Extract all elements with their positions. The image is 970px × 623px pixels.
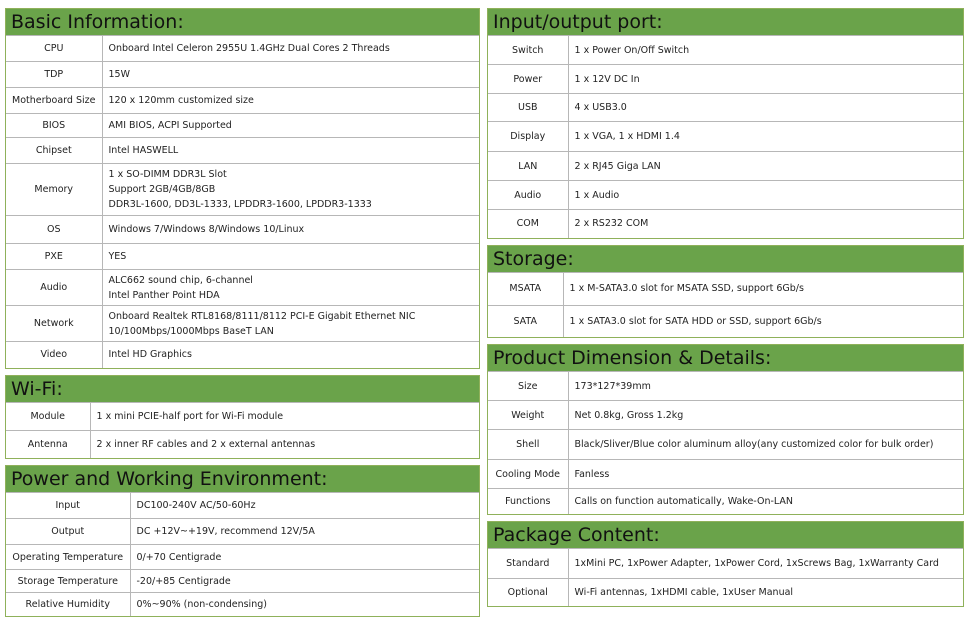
spec-row (6, 164, 479, 216)
section-power-environment (5, 465, 480, 617)
spec-value-line: 1 x Audio (574, 189, 620, 201)
spec-label: Network (6, 306, 102, 342)
spec-label: Video (6, 342, 102, 368)
section-package-content (487, 521, 964, 608)
spec-value-line: Support 2GB/4GB/8GB (108, 184, 216, 195)
section-title: Wi-Fi: (6, 376, 479, 402)
spec-label: Functions (488, 489, 568, 514)
spec-row (488, 210, 963, 238)
spec-label: Audio (488, 181, 568, 210)
spec-label: Module (6, 402, 90, 430)
spec-label: Storage Temperature (6, 570, 130, 593)
spec-label: Audio (6, 270, 102, 306)
spec-row (488, 460, 963, 489)
spec-value-line: 1 x 12V DC In (574, 73, 640, 85)
spec-label: Input (6, 493, 130, 519)
spec-value (568, 548, 963, 578)
spec-row (6, 114, 479, 138)
spec-value (102, 244, 479, 270)
spec-row (6, 88, 479, 114)
spec-value-line: Intel Panther Point HDA (108, 289, 220, 301)
spec-value-line: Onboard Intel Celeron 2955U 1.4GHz Dual Cores 2 Threads (108, 43, 390, 54)
spec-value-line: 0%~90% (non-condensing) (136, 598, 267, 610)
spec-value-line: AMI BIOS, ACPI Supported (108, 120, 232, 131)
spec-row (488, 272, 963, 305)
section-basic-information (5, 8, 480, 369)
section-title: Input/output port: (488, 9, 963, 35)
spec-label: TDP (6, 62, 102, 88)
spec-row (6, 593, 479, 616)
spec-value (130, 493, 479, 519)
spec-value-line: Windows 7/Windows 8/Windows 10/Linux (108, 224, 305, 235)
spec-table (488, 548, 963, 607)
spec-value-line: -20/+85 Centigrade (136, 575, 231, 587)
spec-value-line: 4 x USB3.0 (574, 102, 627, 113)
spec-label: Display (488, 122, 568, 152)
spec-value (102, 62, 479, 88)
spec-value (568, 430, 963, 460)
spec-label: SATA (488, 305, 563, 337)
spec-value (568, 152, 963, 181)
spec-value (568, 372, 963, 401)
spec-row (6, 430, 479, 458)
spec-value (568, 578, 963, 606)
spec-value (568, 460, 963, 489)
spec-value (102, 306, 479, 342)
spec-value (130, 519, 479, 545)
section-wifi (5, 375, 480, 460)
spec-label: Operating Temperature (6, 545, 130, 570)
spec-row (6, 306, 479, 342)
spec-value-line: Onboard Realtek RTL8168/8111/8112 PCI-E Gigabit Ethernet NIC (108, 310, 416, 322)
spec-value (568, 181, 963, 210)
spec-label: COM (488, 210, 568, 238)
spec-value-line: 10/100Mbps/1000Mbps BaseT LAN (108, 325, 274, 337)
spec-value (90, 402, 479, 430)
spec-table (488, 272, 963, 338)
spec-value (568, 489, 963, 514)
spec-value (568, 122, 963, 152)
spec-value-line: DC +12V~+19V, recommend 12V/5A (136, 526, 315, 537)
spec-value-line: Fanless (574, 468, 610, 480)
spec-value-line: 1 x mini PCIE-half port for Wi-Fi module (96, 410, 284, 422)
spec-label: Shell (488, 430, 568, 460)
spec-value-line: Intel HASWELL (108, 145, 179, 156)
spec-row (488, 430, 963, 460)
spec-table (488, 35, 963, 238)
spec-row (488, 578, 963, 606)
spec-label: MSATA (488, 272, 563, 305)
spec-row (488, 152, 963, 181)
spec-table (488, 371, 963, 514)
spec-value-line: 0/+70 Centigrade (136, 551, 222, 563)
spec-value-line: Black/Sliver/Blue color aluminum alloy(any customized color for bulk order) (574, 439, 934, 450)
spec-row (488, 305, 963, 337)
spec-value-line: 1 x M-SATA3.0 slot for MSATA SSD, support 6Gb/s (569, 283, 804, 294)
spec-label: Relative Humidity (6, 593, 130, 616)
spec-value-line: 1 x VGA, 1 x HDMI 1.4 (574, 131, 680, 142)
spec-table (6, 35, 479, 368)
section-title: Power and Working Environment: (6, 466, 479, 492)
spec-row (6, 545, 479, 570)
spec-value-line: Calls on function automatically, Wake-On-LAN (574, 495, 794, 507)
spec-value-line: 1 x Power On/Off Switch (574, 44, 690, 56)
spec-value-line: 1 x SO-DIMM DDR3L Slot (108, 169, 227, 180)
spec-label: Cooling Mode (488, 460, 568, 489)
section-storage (487, 245, 964, 339)
spec-row (488, 122, 963, 152)
spec-row (6, 402, 479, 430)
spec-value (568, 210, 963, 238)
spec-label: Weight (488, 401, 568, 430)
section-title: Product Dimension & Details: (488, 345, 963, 371)
spec-row (6, 270, 479, 306)
spec-label: CPU (6, 36, 102, 62)
spec-value-line: 2 x RJ45 Giga LAN (574, 160, 661, 172)
right-column (487, 8, 964, 613)
spec-value-line: Wi-Fi antennas, 1xHDMI cable, 1xUser Manual (574, 586, 794, 598)
spec-row (6, 493, 479, 519)
spec-label: PXE (6, 244, 102, 270)
spec-row (488, 489, 963, 514)
spec-value (130, 593, 479, 616)
spec-value (568, 94, 963, 122)
spec-row (488, 36, 963, 65)
spec-value-line: 1 x SATA3.0 slot for SATA HDD or SSD, support 6Gb/s (569, 315, 822, 327)
spec-row (6, 342, 479, 368)
spec-value (102, 270, 479, 306)
spec-row (6, 216, 479, 244)
spec-label: Chipset (6, 138, 102, 164)
spec-table (6, 402, 479, 459)
spec-label: Standard (488, 548, 568, 578)
spec-row (6, 36, 479, 62)
spec-row (488, 94, 963, 122)
spec-value (130, 545, 479, 570)
section-title: Package Content: (488, 522, 963, 548)
spec-label: Switch (488, 36, 568, 65)
spec-value (130, 570, 479, 593)
spec-table (6, 492, 479, 616)
section-title: Storage: (488, 246, 963, 272)
spec-value-line: Net 0.8kg, Gross 1.2kg (574, 409, 684, 421)
spec-value (568, 401, 963, 430)
spec-value-line: ALC662 sound chip, 6-channel (108, 274, 253, 286)
spec-value (102, 114, 479, 138)
spec-value (563, 305, 963, 337)
spec-row (6, 62, 479, 88)
spec-label: Output (6, 519, 130, 545)
spec-value (102, 88, 479, 114)
spec-value-line: 120 x 120mm customized size (108, 95, 254, 106)
spec-label: Power (488, 65, 568, 94)
spec-row (488, 65, 963, 94)
spec-label: BIOS (6, 114, 102, 138)
spec-value (563, 272, 963, 305)
spec-value (90, 430, 479, 458)
left-column (5, 8, 480, 623)
spec-value-line: 15W (108, 69, 130, 80)
spec-label: Size (488, 372, 568, 401)
spec-value (102, 36, 479, 62)
spec-value-line: 1xMini PC, 1xPower Adapter, 1xPower Cord, 1xScrews Bag, 1xWarranty Card (574, 557, 939, 569)
spec-value (102, 342, 479, 368)
spec-value-line: 2 x RS232 COM (574, 218, 649, 230)
spec-row (488, 181, 963, 210)
spec-value-line: DDR3L-1600, DD3L-1333, LPDDR3-1600, LPDDR3-1333 (108, 199, 372, 210)
spec-value-line: 2 x inner RF cables and 2 x external antennas (96, 438, 316, 450)
spec-label: OS (6, 216, 102, 244)
spec-value (568, 36, 963, 65)
spec-value-line: 173*127*39mm (574, 380, 651, 392)
spec-row (488, 372, 963, 401)
spec-value-line: YES (108, 251, 127, 262)
section-product-dimension (487, 344, 964, 515)
spec-row (6, 519, 479, 545)
spec-label: Antenna (6, 430, 90, 458)
spec-value (102, 216, 479, 244)
spec-value-line: Intel HD Graphics (108, 349, 192, 361)
spec-label: LAN (488, 152, 568, 181)
spec-value (568, 65, 963, 94)
spec-value (102, 138, 479, 164)
spec-value (102, 164, 479, 216)
spec-label: Motherboard Size (6, 88, 102, 114)
spec-row (6, 138, 479, 164)
spec-row (488, 401, 963, 430)
spec-label: Memory (6, 164, 102, 216)
spec-label: USB (488, 94, 568, 122)
spec-value-line: DC100-240V AC/50-60Hz (136, 500, 256, 511)
spec-row (6, 244, 479, 270)
spec-row (6, 570, 479, 593)
spec-row (488, 548, 963, 578)
spec-label: Optional (488, 578, 568, 606)
section-title: Basic Information: (6, 9, 479, 35)
section-io-ports (487, 8, 964, 239)
